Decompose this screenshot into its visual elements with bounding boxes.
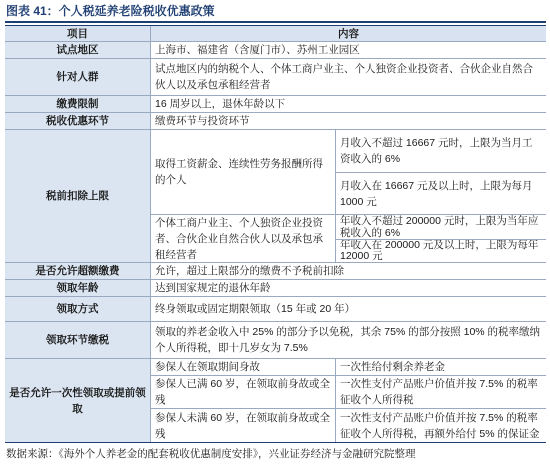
row-divider xyxy=(5,262,546,263)
label-withdrawal-tax: 领取环节缴税 xyxy=(5,322,150,358)
label-lump-sum: 是否允许一次性领取或提前领取 xyxy=(5,359,150,442)
deduction-business-group: 个体工商户业主、个人独资企业投资者、合伙企业自然合伙人以及承包承租经营者 xyxy=(151,215,335,262)
value-contribution-limit: 16 周岁以上，退休年龄以下 xyxy=(151,96,546,112)
deduction-wage-high: 月收入在 16667 元及以上时，上限为每月 1000 元 xyxy=(336,173,546,214)
column-divider xyxy=(335,130,336,262)
row-divider xyxy=(151,408,546,409)
row-divider xyxy=(336,172,546,173)
figure-title: 图表 41：个人税延养老险税收优惠政策 xyxy=(6,4,215,18)
row-divider xyxy=(336,239,546,240)
lump-row3-left: 参保人未满 60 岁，在领取前身故或全残 xyxy=(151,409,335,442)
deduction-business-high: 年收入在 200000 元及以上时，上限为每年 12000 元 xyxy=(336,240,546,262)
label-pretax-deduction: 税前扣除上限 xyxy=(5,130,150,262)
deduction-wage-group: 取得工资薪金、连续性劳务报酬所得的个人 xyxy=(151,130,335,214)
row-divider xyxy=(5,296,546,297)
row-divider xyxy=(5,41,546,42)
label-excess-contribution: 是否允许超额缴费 xyxy=(5,263,150,279)
row-divider xyxy=(5,58,546,59)
deduction-wage-low: 月收入不超过 16667 元时，上限为当月工资收入的 6% xyxy=(336,130,546,172)
title-rule xyxy=(5,21,546,23)
value-withdrawal-method: 终身领取或固定期限领取（15 年或 20 年） xyxy=(151,297,546,321)
row-divider xyxy=(5,129,546,130)
deduction-business-low: 年收入不超过 200000 元时，上限为当年应税收入的 6% xyxy=(336,215,546,239)
value-tax-stage: 缴费环节与投资环节 xyxy=(151,113,546,129)
label-pilot-region: 试点地区 xyxy=(5,42,150,58)
policy-table xyxy=(5,25,546,443)
lump-row2-left: 参保人已满 60 岁，在领取前身故或全残 xyxy=(151,376,335,408)
row-divider xyxy=(151,214,546,215)
row-divider xyxy=(5,358,546,359)
label-withdrawal-age: 领取年龄 xyxy=(5,280,150,296)
header-item: 项目 xyxy=(5,26,150,41)
value-withdrawal-age: 达到国家规定的退休年龄 xyxy=(151,280,546,296)
row-divider xyxy=(5,95,546,96)
row-divider xyxy=(5,279,546,280)
header-content: 内容 xyxy=(151,26,546,41)
label-target-group: 针对人群 xyxy=(5,59,150,95)
label-withdrawal-method: 领取方式 xyxy=(5,297,150,321)
value-withdrawal-tax: 领取的养老金收入中 25% 的部分予以免税，其余 75% 的部分按照 10% 的税率缴纳个人所得税，即十几岁女为 7.5% xyxy=(151,322,546,358)
lump-row1-left: 参保人在领取期间身故 xyxy=(151,359,335,375)
lump-row3-right: 一次性支付产品账户价值并按 7.5% 的税率征收个人所得税，再额外给付 5% 的保证金 xyxy=(336,409,546,442)
label-tax-stage: 税收优惠环节 xyxy=(5,113,150,129)
lump-row1-right: 一次性给付剩余养老金 xyxy=(336,359,546,375)
value-pilot-region: 上海市、福建省（含厦门市）、苏州工业园区 xyxy=(151,42,546,58)
value-target-group: 试点地区内的纳税个人、个体工商户业主、个人独资企业投资者、合伙企业自然合伙人以及承包承租经营者 xyxy=(151,59,546,95)
lump-row2-right: 一次性支付产品账户价值并按 7.5% 的税率征收个人所得税 xyxy=(336,376,546,408)
row-divider xyxy=(5,112,546,113)
label-contribution-limit: 缴费限制 xyxy=(5,96,150,112)
table-bottom-border xyxy=(5,442,546,443)
row-divider xyxy=(151,375,546,376)
column-divider xyxy=(150,26,151,442)
column-divider xyxy=(335,359,336,442)
value-excess-contribution: 允许，超过上限部分的缴费不予税前扣除 xyxy=(151,263,546,279)
source-note: 数据来源：《海外个人养老金的配套税收优惠制度安排》，兴业证券经济与金融研究院整理 xyxy=(6,448,416,460)
row-divider xyxy=(5,321,546,322)
